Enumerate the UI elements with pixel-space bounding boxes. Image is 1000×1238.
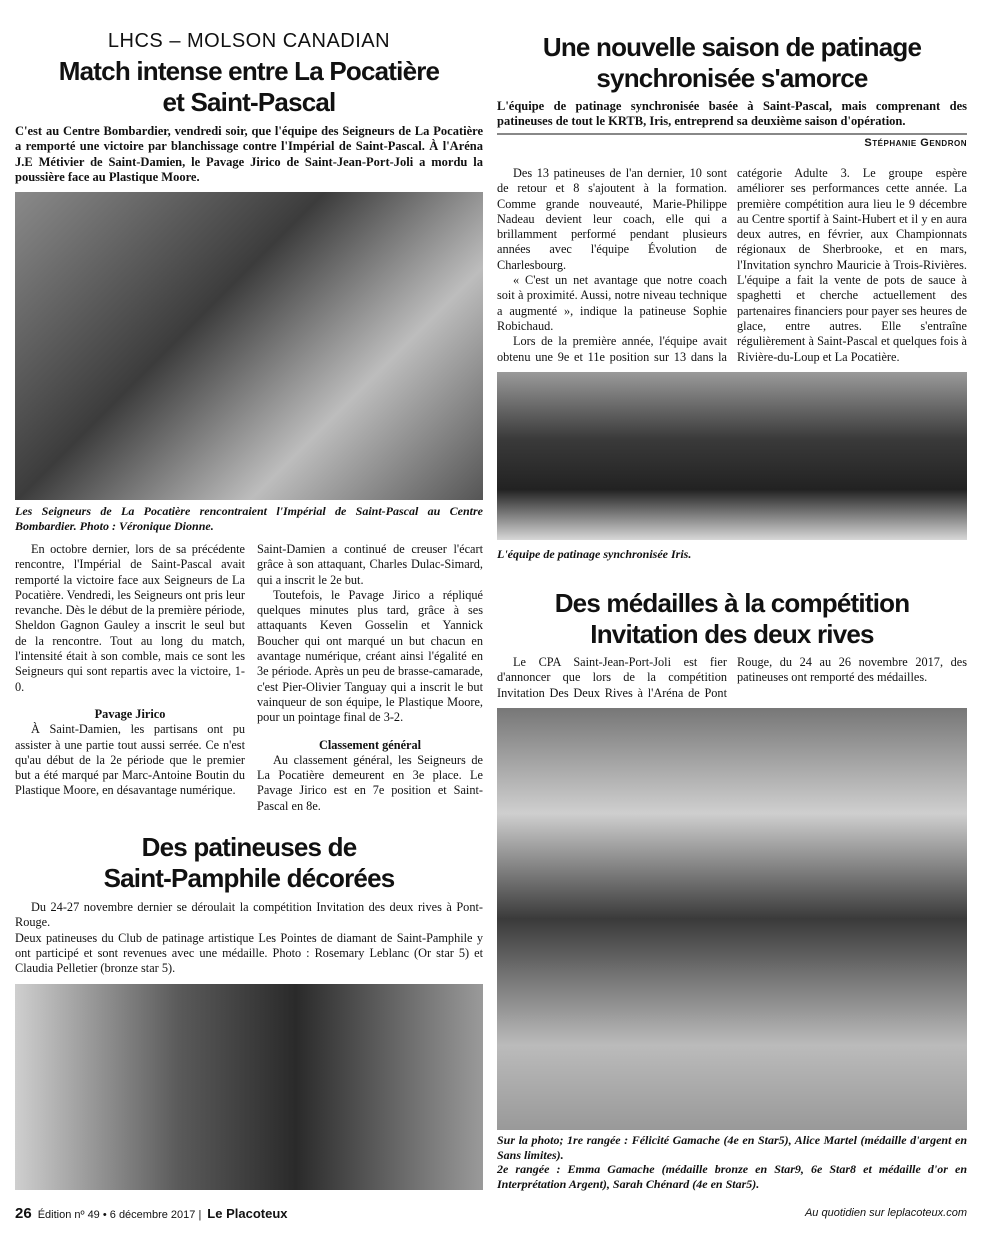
- lede-hockey: C'est au Centre Bombardier, vendredi soir, que l'équipe des Seigneurs de La Pocatière a remporté une victoire par blanchissage contre l'Impérial de Saint-Pascal. À l'Aréna J.E Métivier de Saint-Damien, le Pavage Jirico de Saint-Jean-Port-Joli a mordu la poussière face au Plastique Moore.: [15, 124, 483, 184]
- hockey-photo: [15, 192, 483, 500]
- paragraph: Le CPA Saint-Jean-Port-Joli est fier d'annoncer que lors de la compétition Invitation Des Deux Rives à l'Aréna de Pont Rouge, du 24 au 26 novembre 2017, des patineuses ont remporté des médailles.: [497, 655, 967, 700]
- article-body: [497, 655, 967, 701]
- paragraph: Saint-Damien a continué de creuser l'écart grâce à son attaquant, Charles Dulac-Simard, qui a inscrit le 2e but.: [257, 542, 483, 587]
- caption-synchro: L'équipe de patinage synchronisée Iris.: [497, 547, 692, 561]
- footer-left: [15, 1205, 288, 1222]
- paragraph: « C'est un net avantage que notre coach soit à proximité. Aussi, notre niveau technique a augmenté », indique la patineuse Sophie Robichaud.: [497, 273, 727, 333]
- paragraph: Toutefois, le Pavage Jirico a répliqué quelques minutes plus tard, grâce à ses attaquants Keven Gosselin et Yannick Boucher qui ont marqué un but chacun en avantage numérique, créant ainsi l'égalité en 3e période. Après un peu de brasse-camarade, c'est Pier-Olivier Tanguay qui a inscrit le but vainqueur de son équipe, le Plastique Moore, pour un pointage final de 3-2.: [257, 587, 483, 725]
- headline-line: Des patineuses de: [141, 832, 357, 862]
- headline-line: et Saint-Pascal: [162, 87, 336, 117]
- headline-line: Une nouvelle saison de patinage: [542, 32, 922, 62]
- paragraph: Du 24-27 novembre dernier se déroulait la compétition Invitation des deux rives à Pont-Rouge.: [15, 900, 483, 930]
- caption-hockey: Les Seigneurs de La Pocatière rencontraient l'Impérial de Saint-Pascal au Centre Bombardier. Photo : Véronique Dionne.: [15, 504, 483, 533]
- subheading: Pavage Jirico: [94, 706, 166, 721]
- divider: [497, 133, 967, 135]
- edition-info: Édition nº 49 • 6 décembre 2017 |: [37, 1209, 202, 1221]
- article-body: [497, 166, 967, 365]
- paragraph: Au classement général, les Seigneurs de La Pocatière demeurent en 3e place. Le Pavage Jirico est en 7e position et Saint-Pascal en 8e.: [257, 752, 483, 813]
- headline-saint-pamphile: [15, 832, 483, 894]
- column-1: [15, 542, 245, 799]
- headline-line: Saint-Pamphile décorées: [103, 863, 395, 893]
- headline-line: synchronisée s'amorce: [596, 63, 868, 93]
- paragraph: Lors de la première année, l'équipe avait obtenu une 9e et 11e position sur 13 dans la catégorie Adulte 3. Le groupe espère améliorer ses performances cette année. La première compétition aura lieu le 9 décembre au Centre sportif à Saint-Hubert et il y en aura deux autres, en février, aux Championnats régionaux de Sherbrooke, et en mars, l'Invitation synchro Mauricie à Trois-Rivières. L'équipe a fait la vente de pots de sauce à spaghetti et cherche actuellement des partenaires financiers pour payer ses heures de glace, entre autres. Elle s'entraîne régulièrement à Saint-Pascal et quelques fois à Rivière-du-Loup et La Pocatière.: [497, 166, 967, 364]
- synchro-team-photo: [497, 372, 967, 540]
- caption-line: Sur la photo; 1re rangée : Félicité Gamache (4e en Star5), Alice Martel (médaille d'argent en Sans limites).: [497, 1133, 967, 1162]
- paragraph: Deux patineuses du Club de patinage artistique Les Pointes de diamant de Saint-Pamphile y ont participé et sont revenues avec une médaille. Photo : Rosemary Leblanc (Or star 5) et Claudia Pelletier (bronze star 5).: [15, 930, 483, 976]
- headline-line: Invitation des deux rives: [590, 619, 874, 649]
- caption-medailles: [497, 1133, 967, 1191]
- headline-hockey: [15, 56, 483, 118]
- headline-synchro: [497, 32, 967, 94]
- paragraph: En octobre dernier, lors de sa précédente rencontre, l'Impérial de Saint-Pascal avait remporté la victoire face aux Seigneurs de La Pocatière. Vendredi, les Seigneurs ont pris leur revanche. Dès le début de la première période, Sheldon Gagnon Gauley a inscrit le seul but de la rencontre. Tout au long du match, l'intensité était à son comble, mais ce sont les Seigneurs qui sont repartis avec la victoire, 1-0.: [15, 542, 245, 694]
- kicker: LHCS – MOLSON CANADIAN: [107, 30, 391, 52]
- headline-medailles: [497, 588, 967, 650]
- website-link[interactable]: Au quotidien sur leplacoteux.com: [804, 1207, 967, 1219]
- headline-line: Des médailles à la compétition: [554, 588, 910, 618]
- caption-line: 2e rangée : Emma Gamache (médaille bronze en Star9, 6e Star8 et médaille d'or en Interprétation Argent), Sarah Chénard (4e en Star5).: [497, 1162, 967, 1191]
- page-number: 26: [15, 1205, 32, 1222]
- paragraph: À Saint-Damien, les partisans ont pu assister à une partie tout aussi serrée. Ce n'est qu'au début de la 2e période que le premier but a été marqué par Marc-Antoine Boutin du Plastique Moore, en désavantage numérique.: [15, 722, 245, 798]
- logo: Le Placoteux: [207, 1206, 288, 1221]
- column-2: [257, 542, 483, 814]
- skaters-photo: [15, 984, 483, 1190]
- article-body: [15, 900, 483, 976]
- headline-line: Match intense entre La Pocatière: [58, 56, 440, 86]
- subheading: Classement général: [318, 737, 422, 752]
- paragraph: Des 13 patineuses de l'an dernier, 10 sont de retour et 8 s'ajoutent à la formation. Comme grande nouveauté, Marie-Philippe Nadeau devient leur coach, elle qui a brillamment performé pendant plusieurs années avec l'équipe Évolution de Charlesbourg.: [497, 166, 727, 272]
- medalists-photo: [497, 708, 967, 1130]
- lede-synchro: L'équipe de patinage synchronisée basée à Saint-Pascal, mais comprenant des patineuses de tout le KRTB, Iris, entreprend sa deuxième saison d'opération.: [497, 99, 967, 129]
- byline: Stéphanie Gendron: [864, 137, 967, 149]
